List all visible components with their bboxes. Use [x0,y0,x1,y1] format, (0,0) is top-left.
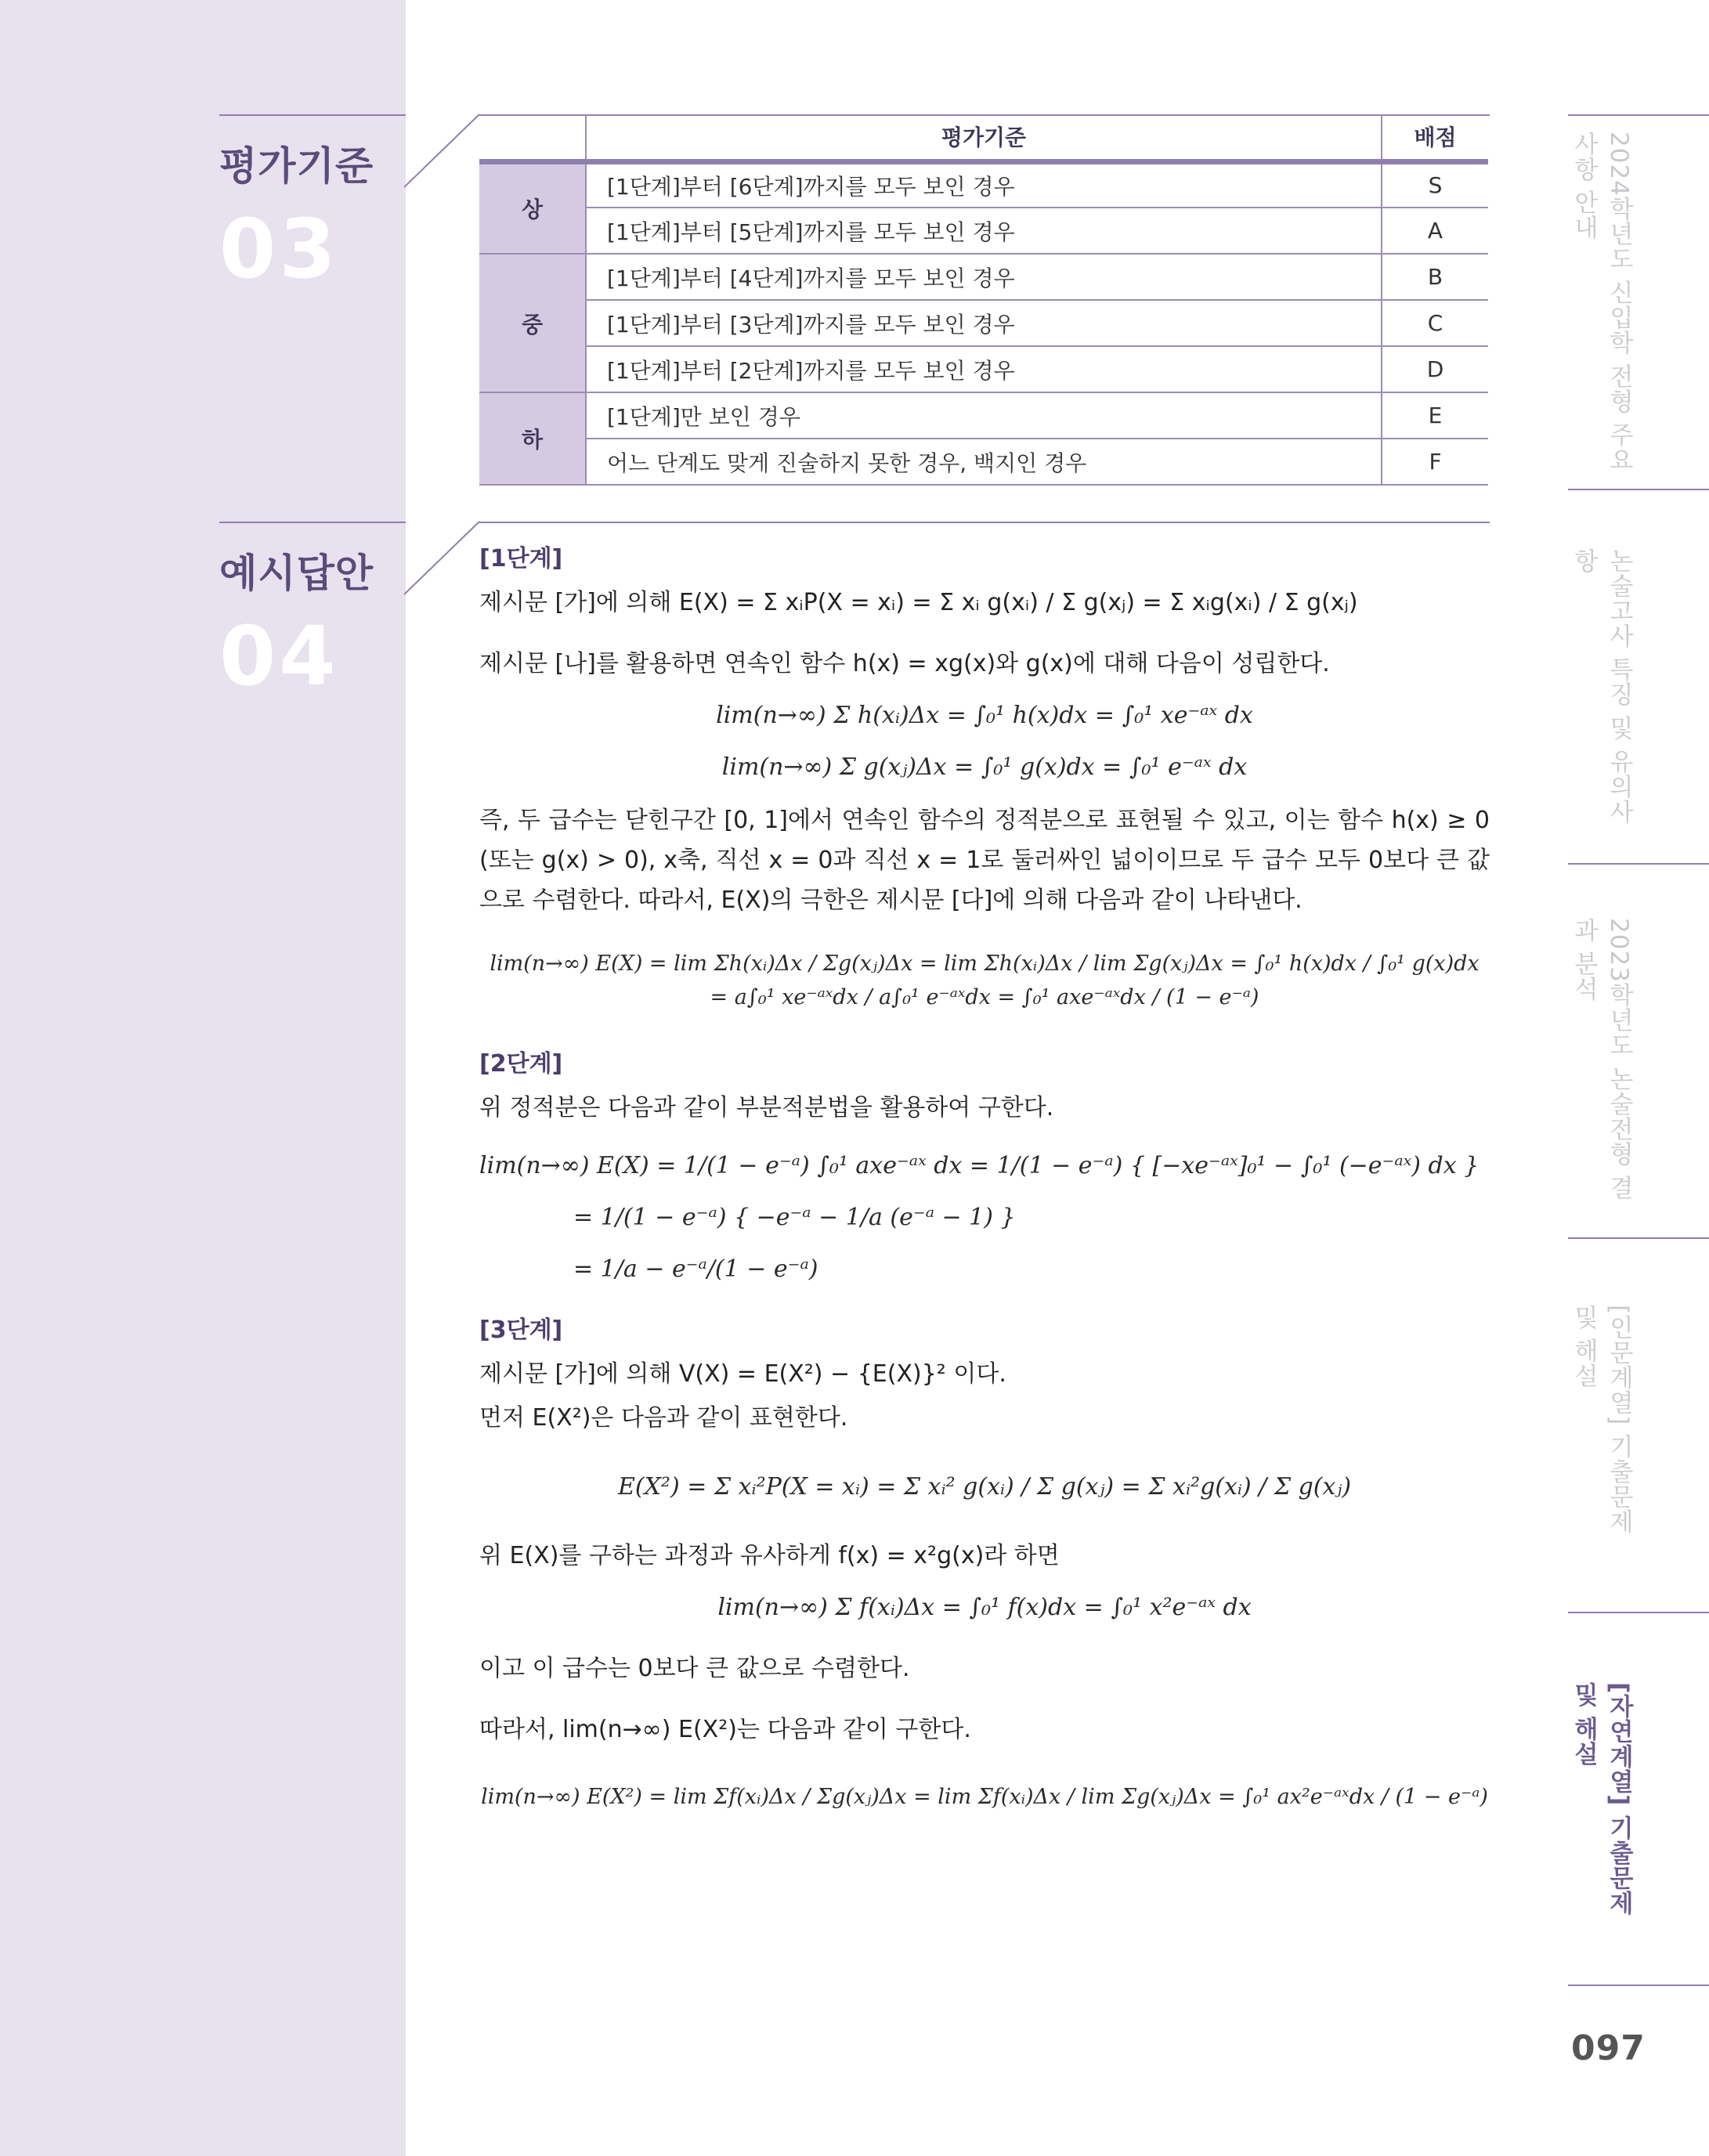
equation: lim(n→∞) Σ f(xᵢ)Δx = ∫₀¹ f(x)dx = ∫₀¹ x²e⁻ᵃˣ dx [717,1594,1252,1622]
equation: = 1/a − e⁻ᵃ/(1 − e⁻ᵃ) [573,1255,818,1284]
section-rule [219,522,406,523]
score-cell: B [1382,254,1488,300]
criterion-cell: [1단계]부터 [3단계]까지를 모두 보인 경우 [586,300,1382,346]
equation: E(X²) = Σ xᵢ²P(X = xᵢ) = Σ xᵢ² g(xᵢ) / Σ g(xⱼ) = Σ xᵢ²g(xᵢ) / Σ g(xⱼ) [617,1473,1352,1501]
criteria-table [479,114,1488,486]
step1-line: 제시문 [가]에 의해 E(X) = Σ xᵢP(X = xᵢ) = Σ xᵢ g(xᵢ) / Σ g(xⱼ) = Σ xᵢg(xᵢ) / Σ g(xⱼ) [479,589,1358,616]
section-diagonal [404,114,482,189]
section-title: 평가기준 [219,143,374,189]
step3-line: 위 E(X)를 구하는 과정과 유사하게 f(x) = x²g(x)라 하면 [479,1542,1060,1570]
equation: = 1/(1 − e⁻ᵃ) { −e⁻ᵃ − 1/a (e⁻ᵃ − 1) } [573,1204,1016,1232]
criterion-cell: 어느 단계도 맞게 진술하지 못한 경우, 백지인 경우 [586,439,1382,485]
index-divider [1568,489,1709,490]
score-cell: S [1382,161,1488,208]
level-cell-high: 상 [479,161,586,254]
criterion-cell: [1단계]부터 [6단계]까지를 모두 보인 경우 [586,161,1382,208]
criteria-header: 평가기준 [586,114,1382,161]
criterion-cell: [1단계]부터 [5단계]까지를 모두 보인 경우 [586,208,1382,254]
score-cell: A [1382,208,1488,254]
step3-line: 따라서, lim(n→∞) E(X²)는 다음과 같이 구한다. [479,1716,971,1744]
score-cell: F [1382,439,1488,485]
table-row [479,392,1488,439]
table-row [479,254,1488,300]
criterion-cell: [1단계]부터 [2단계]까지를 모두 보인 경우 [586,346,1382,392]
index-tab-natural-sciences[interactable]: [자연계열] 기출문제 및 해설 [1570,1682,1633,1916]
index-divider [1568,863,1709,865]
index-tab-humanities[interactable]: [인문계열] 기출문제 및 해설 [1570,1305,1633,1535]
equation: lim(n→∞) E(X) = lim Σh(xᵢ)Δx / Σg(xⱼ)Δx = lim Σh(xᵢ)Δx / lim Σg(xⱼ)Δx = ∫₀¹ h(x)dx / ∫₀¹ g(x)dx = a∫₀¹ xe⁻ᵃˣdx / a∫₀¹ e⁻ᵃˣdx = ∫₀¹ axe⁻ᵃˣdx / (1 − e⁻ᵃ) [490,952,1480,1010]
equation: lim(n→∞) E(X) = 1/(1 − e⁻ᵃ) ∫₀¹ axe⁻ᵃˣ dx = 1/(1 − e⁻ᵃ) { [−xe⁻ᵃˣ]₀¹ − ∫₀¹ (−e⁻ᵃˣ) dx } [479,1152,1480,1180]
criterion-cell: [1단계]만 보인 경우 [586,392,1382,439]
level-cell-low: 하 [479,392,586,485]
criterion-cell: [1단계]부터 [4단계]까지를 모두 보인 경우 [586,254,1382,300]
left-color-band [0,0,406,2156]
section-rule [219,114,406,116]
score-cell: E [1382,392,1488,439]
section-number: 04 [219,609,339,704]
step1-line: 제시문 [나]를 활용하면 연속인 함수 h(x) = xg(x)와 g(x)에 대해 다음이 성립한다. [479,650,1330,677]
table-row [479,161,1488,208]
level-cell-mid: 중 [479,254,586,392]
section-number: 03 [219,201,339,297]
section-heading-04 [219,542,407,704]
table-row [479,439,1488,485]
level-header [479,114,586,161]
table-row [479,346,1488,392]
index-divider [1568,114,1709,116]
step3-line: 먼저 E(X²)은 다음과 같이 표현한다. [479,1404,848,1432]
score-cell: C [1382,300,1488,346]
step-label: [3단계] [479,1316,563,1345]
step1-paragraph: 즉, 두 급수는 닫힌구간 [0, 1]에서 연속인 함수의 정적분으로 표현될 수 있고, 이는 함수 h(x) ≥ 0 (또는 g(x) > 0), x축, 직선 x = 0과 직선 x = 1로 둘러싸인 넓이이므로 두 급수 모두 0보다 큰 값으로 수렴한다. 따라서, E(X)의 극한은 제시문 [다]에 의해 다음과 같이 나타낸다. [479,807,1490,914]
score-cell: D [1382,346,1488,392]
section-diagonal [404,521,482,596]
equation: lim(n→∞) Σ h(xᵢ)Δx = ∫₀¹ h(x)dx = ∫₀¹ xe⁻ᵃˣ dx [716,702,1253,729]
section-heading-03 [219,135,407,297]
index-divider [1568,1984,1709,1986]
equation: lim(n→∞) E(X²) = lim Σf(xᵢ)Δx / Σg(xⱼ)Δx = lim Σf(xᵢ)Δx / lim Σg(xⱼ)Δx = ∫₀¹ ax²e⁻ᵃˣdx / (1 − e⁻ᵃ) [481,1785,1488,1810]
index-tab-essay-notes[interactable]: 논술고사 특징 및 유의사항 [1570,548,1633,825]
model-answer [479,540,1490,1829]
index-divider [1568,1612,1709,1613]
table-row [479,300,1488,346]
index-divider [1568,1237,1709,1239]
step-label: [1단계] [479,545,563,572]
score-header: 배점 [1382,114,1488,161]
answer-top-rule [479,522,1490,523]
step-label: [2단계] [479,1050,563,1078]
step2-line: 위 정적분은 다음과 같이 부분적분법을 활용하여 구한다. [479,1094,1054,1122]
page-number: 097 [1571,2028,1646,2068]
index-tab-result-analysis[interactable]: 2023학년도 논술전형 결과 분석 [1570,918,1633,1201]
section-title: 예시답안 [219,551,374,596]
table-row [479,208,1488,254]
step3-line: 제시문 [가]에 의해 V(X) = E(X²) − {E(X)}² 이다. [479,1360,1006,1389]
step3-line: 이고 이 급수는 0보다 큰 값으로 수렴한다. [479,1655,910,1683]
index-tab-admission-guide[interactable]: 2024학년도 신입학 전형 주요사항 안내 [1570,132,1633,473]
equation: lim(n→∞) Σ g(xⱼ)Δx = ∫₀¹ g(x)dx = ∫₀¹ e⁻ᵃˣ dx [721,753,1248,781]
